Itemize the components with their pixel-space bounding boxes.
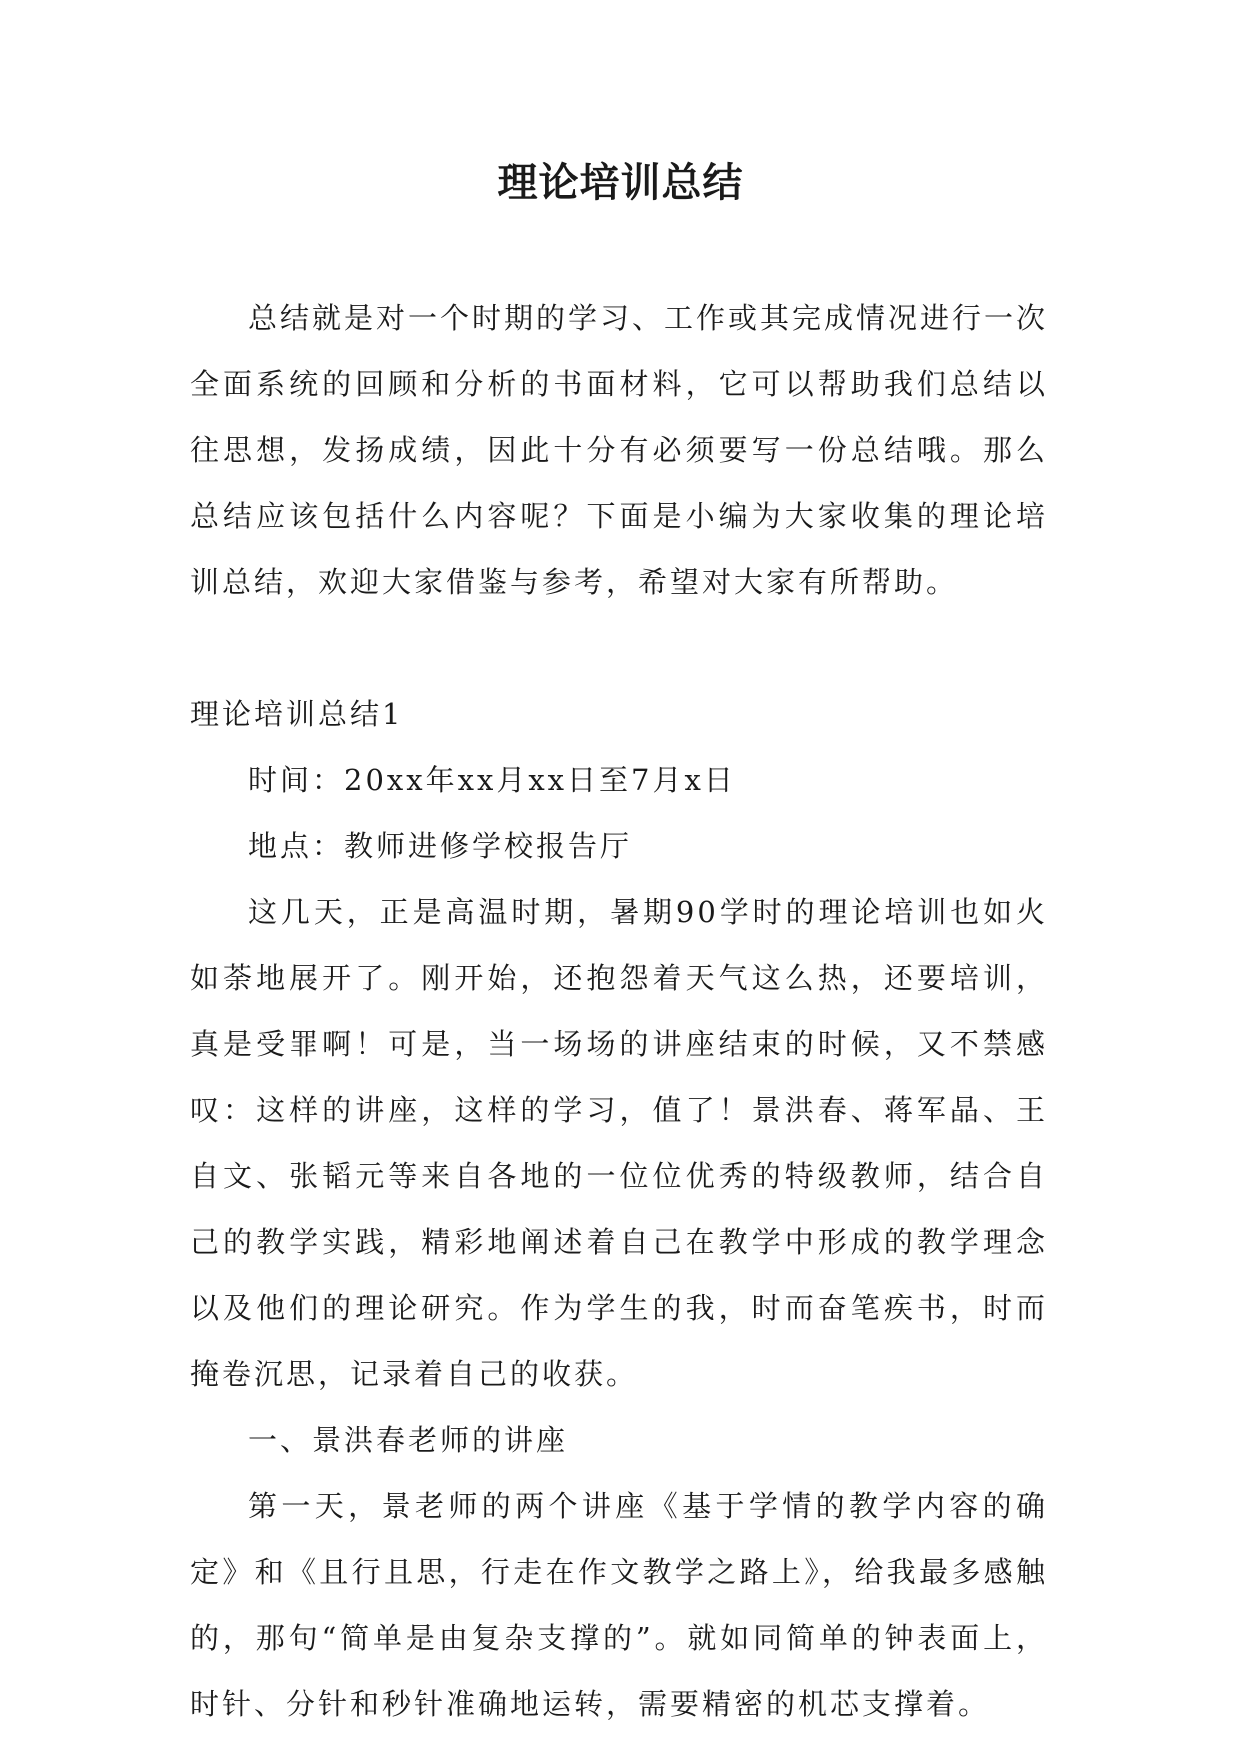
place-line: 地点：教师进修学校报告厅 — [248, 829, 633, 863]
body-paragraph-2: 第一天，景老师的两个讲座《基于学情的教学内容的确定》和《且行且思，行走在作文教学之路上》，给我最多感触的，那句“简单是由复杂支撑的”。就如同简单的钟表面上，时针、分针和秒针准确地运转，需要精密的机芯支撑着。 — [190, 1489, 1048, 1721]
document-title: 理论培训总结 — [497, 159, 744, 206]
document-body — [190, 285, 1048, 1737]
body-paragraph-1: 这几天，正是高温时期，暑期90学时的理论培训也如火如荼地展开了。刚开始，还抱怨着天气这么热，还要培训，真是受罪啊！可是，当一场场的讲座结束的时候，又不禁感叹：这样的讲座，这样的学习，值了！景洪春、蒋军晶、王自文、张韬元等来自各地的一位位优秀的特级教师，结合自己的教学实践，精彩地阐述着自己在教学中形成的教学理念以及他们的理论研究。作为学生的我，时而奋笔疾书，时而掩卷沉思，记录着自己的收获。 — [190, 895, 1048, 1391]
section-heading: 理论培训总结1 — [190, 697, 404, 731]
intro-paragraph: 总结就是对一个时期的学习、工作或其完成情况进行一次全面系统的回顾和分析的书面材料，它可以帮助我们总结以往思想，发扬成绩，因此十分有必须要写一份总结哦。那么总结应该包括什么内容呢？下面是小编为大家收集的理论培训总结，欢迎大家借鉴与参考，希望对大家有所帮助。 — [190, 301, 1049, 599]
subheading-1: 一、景洪春老师的讲座 — [248, 1423, 569, 1457]
time-line: 时间：20xx年xx月xx日至7月x日 — [248, 763, 736, 797]
paragraph-gap — [190, 615, 1048, 681]
